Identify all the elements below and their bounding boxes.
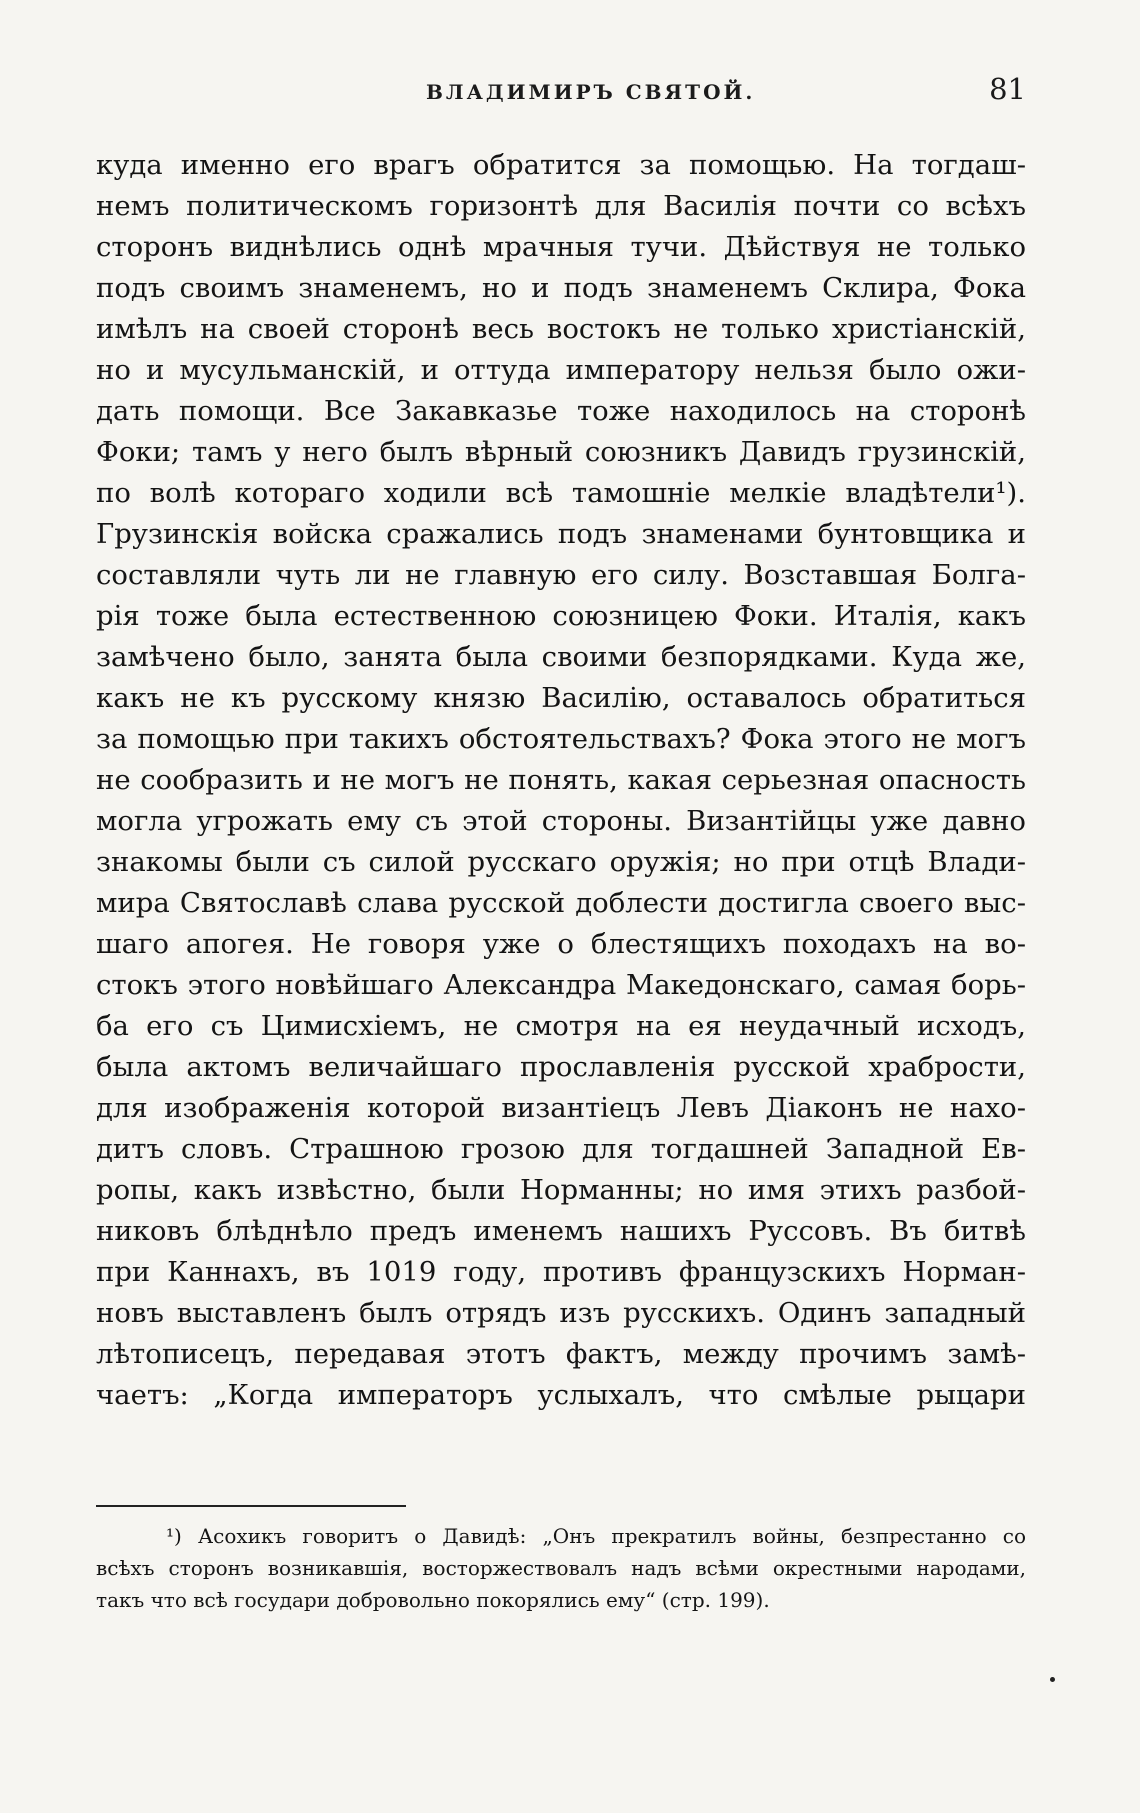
text-line: была актомъ величайшаго прославленія русской храбрости, — [96, 1051, 1026, 1083]
text-line: чаетъ: „Когда императоръ услыхалъ, что смѣлые рыцари — [96, 1379, 1026, 1411]
text-line: лѣтописецъ, передавая этотъ фактъ, между прочимъ замѣ- — [96, 1338, 1026, 1370]
text-line: могла угрожать ему съ этой стороны. Византійцы уже давно — [96, 805, 1026, 837]
text-line: имѣлъ на своей сторонѣ весь востокъ не только христіанскій, — [96, 313, 1026, 345]
page-number: 81 — [989, 72, 1026, 106]
text-line: по волѣ котораго ходили всѣ тамошніе мелкіе владѣтели¹). — [96, 477, 1026, 509]
text-line: Фоки; тамъ у него былъ вѣрный союзникъ Давидъ грузинскій, — [96, 436, 1026, 468]
text-line: какъ не къ русскому князю Василію, оставалось обратиться — [96, 682, 1026, 714]
text-line: шаго апогея. Не говоря уже о блестящихъ походахъ на во- — [96, 928, 1026, 960]
text-line: ропы, какъ извѣстно, были Норманны; но имя этихъ разбой- — [96, 1174, 1026, 1206]
footnote-line: такъ что всѣ государи добровольно покорялись ему“ (стр. 199). — [96, 1588, 770, 1612]
text-line: при Каннахъ, въ 1019 году, противъ французскихъ Норман- — [96, 1256, 1026, 1288]
text-line: замѣчено было, занята была своими безпорядками. Куда же, — [96, 641, 1026, 673]
footnote-rule — [96, 1505, 406, 1507]
main-text — [96, 145, 1026, 1416]
footnote-line: всѣхъ сторонъ возникавшія, восторжествовалъ надъ всѣми окрестными народами, — [96, 1556, 1026, 1580]
text-line: куда именно его врагъ обратится за помощью. На тогдаш- — [96, 149, 1026, 181]
text-line: ба его съ Цимисхіемъ, не смотря на ея неудачный исходъ, — [96, 1010, 1026, 1042]
text-line: не сообразить и не могъ не понять, какая серьезная опасность — [96, 764, 1026, 796]
running-head: ВЛАДИМИРЪ СВЯТОЙ. — [426, 80, 756, 104]
footnote-line: ¹) Асохикъ говоритъ о Давидѣ: „Онъ прекратилъ войны, безпрестанно со — [166, 1524, 1026, 1548]
text-line: никовъ блѣднѣло предъ именемъ нашихъ Руссовъ. Въ битвѣ — [96, 1215, 1026, 1247]
text-line: за помощью при такихъ обстоятельствахъ? Фока этого не могъ — [96, 723, 1026, 755]
text-line: стокъ этого новѣйшаго Александра Македонскаго, самая борь- — [96, 969, 1026, 1001]
text-line: Грузинскія войска сражались подъ знаменами бунтовщика и — [96, 518, 1026, 550]
text-line: дать помощи. Все Закавказье тоже находилось на сторонѣ — [96, 395, 1026, 427]
text-line: рія тоже была естественною союзницею Фоки. Италія, какъ — [96, 600, 1026, 632]
text-line: но и мусульманскій, и оттуда императору нельзя было ожи- — [96, 354, 1026, 386]
print-mark-dot — [1050, 1677, 1055, 1682]
text-line: для изображенія которой византіецъ Левъ Діаконъ не нахо- — [96, 1092, 1026, 1124]
text-line: сторонъ виднѣлись однѣ мрачныя тучи. Дѣйствуя не только — [96, 231, 1026, 263]
text-line: мира Святославѣ слава русской доблести достигла своего выс- — [96, 887, 1026, 919]
text-line: дитъ словъ. Страшною грозою для тогдашней Западной Ев- — [96, 1133, 1026, 1165]
text-line: новъ выставленъ былъ отрядъ изъ русскихъ. Одинъ западный — [96, 1297, 1026, 1329]
text-line: составляли чуть ли не главную его силу. Возставшая Болга- — [96, 559, 1026, 591]
footnotes — [96, 1520, 1026, 1616]
page-header — [96, 72, 1026, 112]
text-line: подъ своимъ знаменемъ, но и подъ знаменемъ Склира, Фока — [96, 272, 1026, 304]
text-line: знакомы были съ силой русскаго оружія; но при отцѣ Влади- — [96, 846, 1026, 878]
text-line: немъ политическомъ горизонтѣ для Василія почти со всѣхъ — [96, 190, 1026, 222]
